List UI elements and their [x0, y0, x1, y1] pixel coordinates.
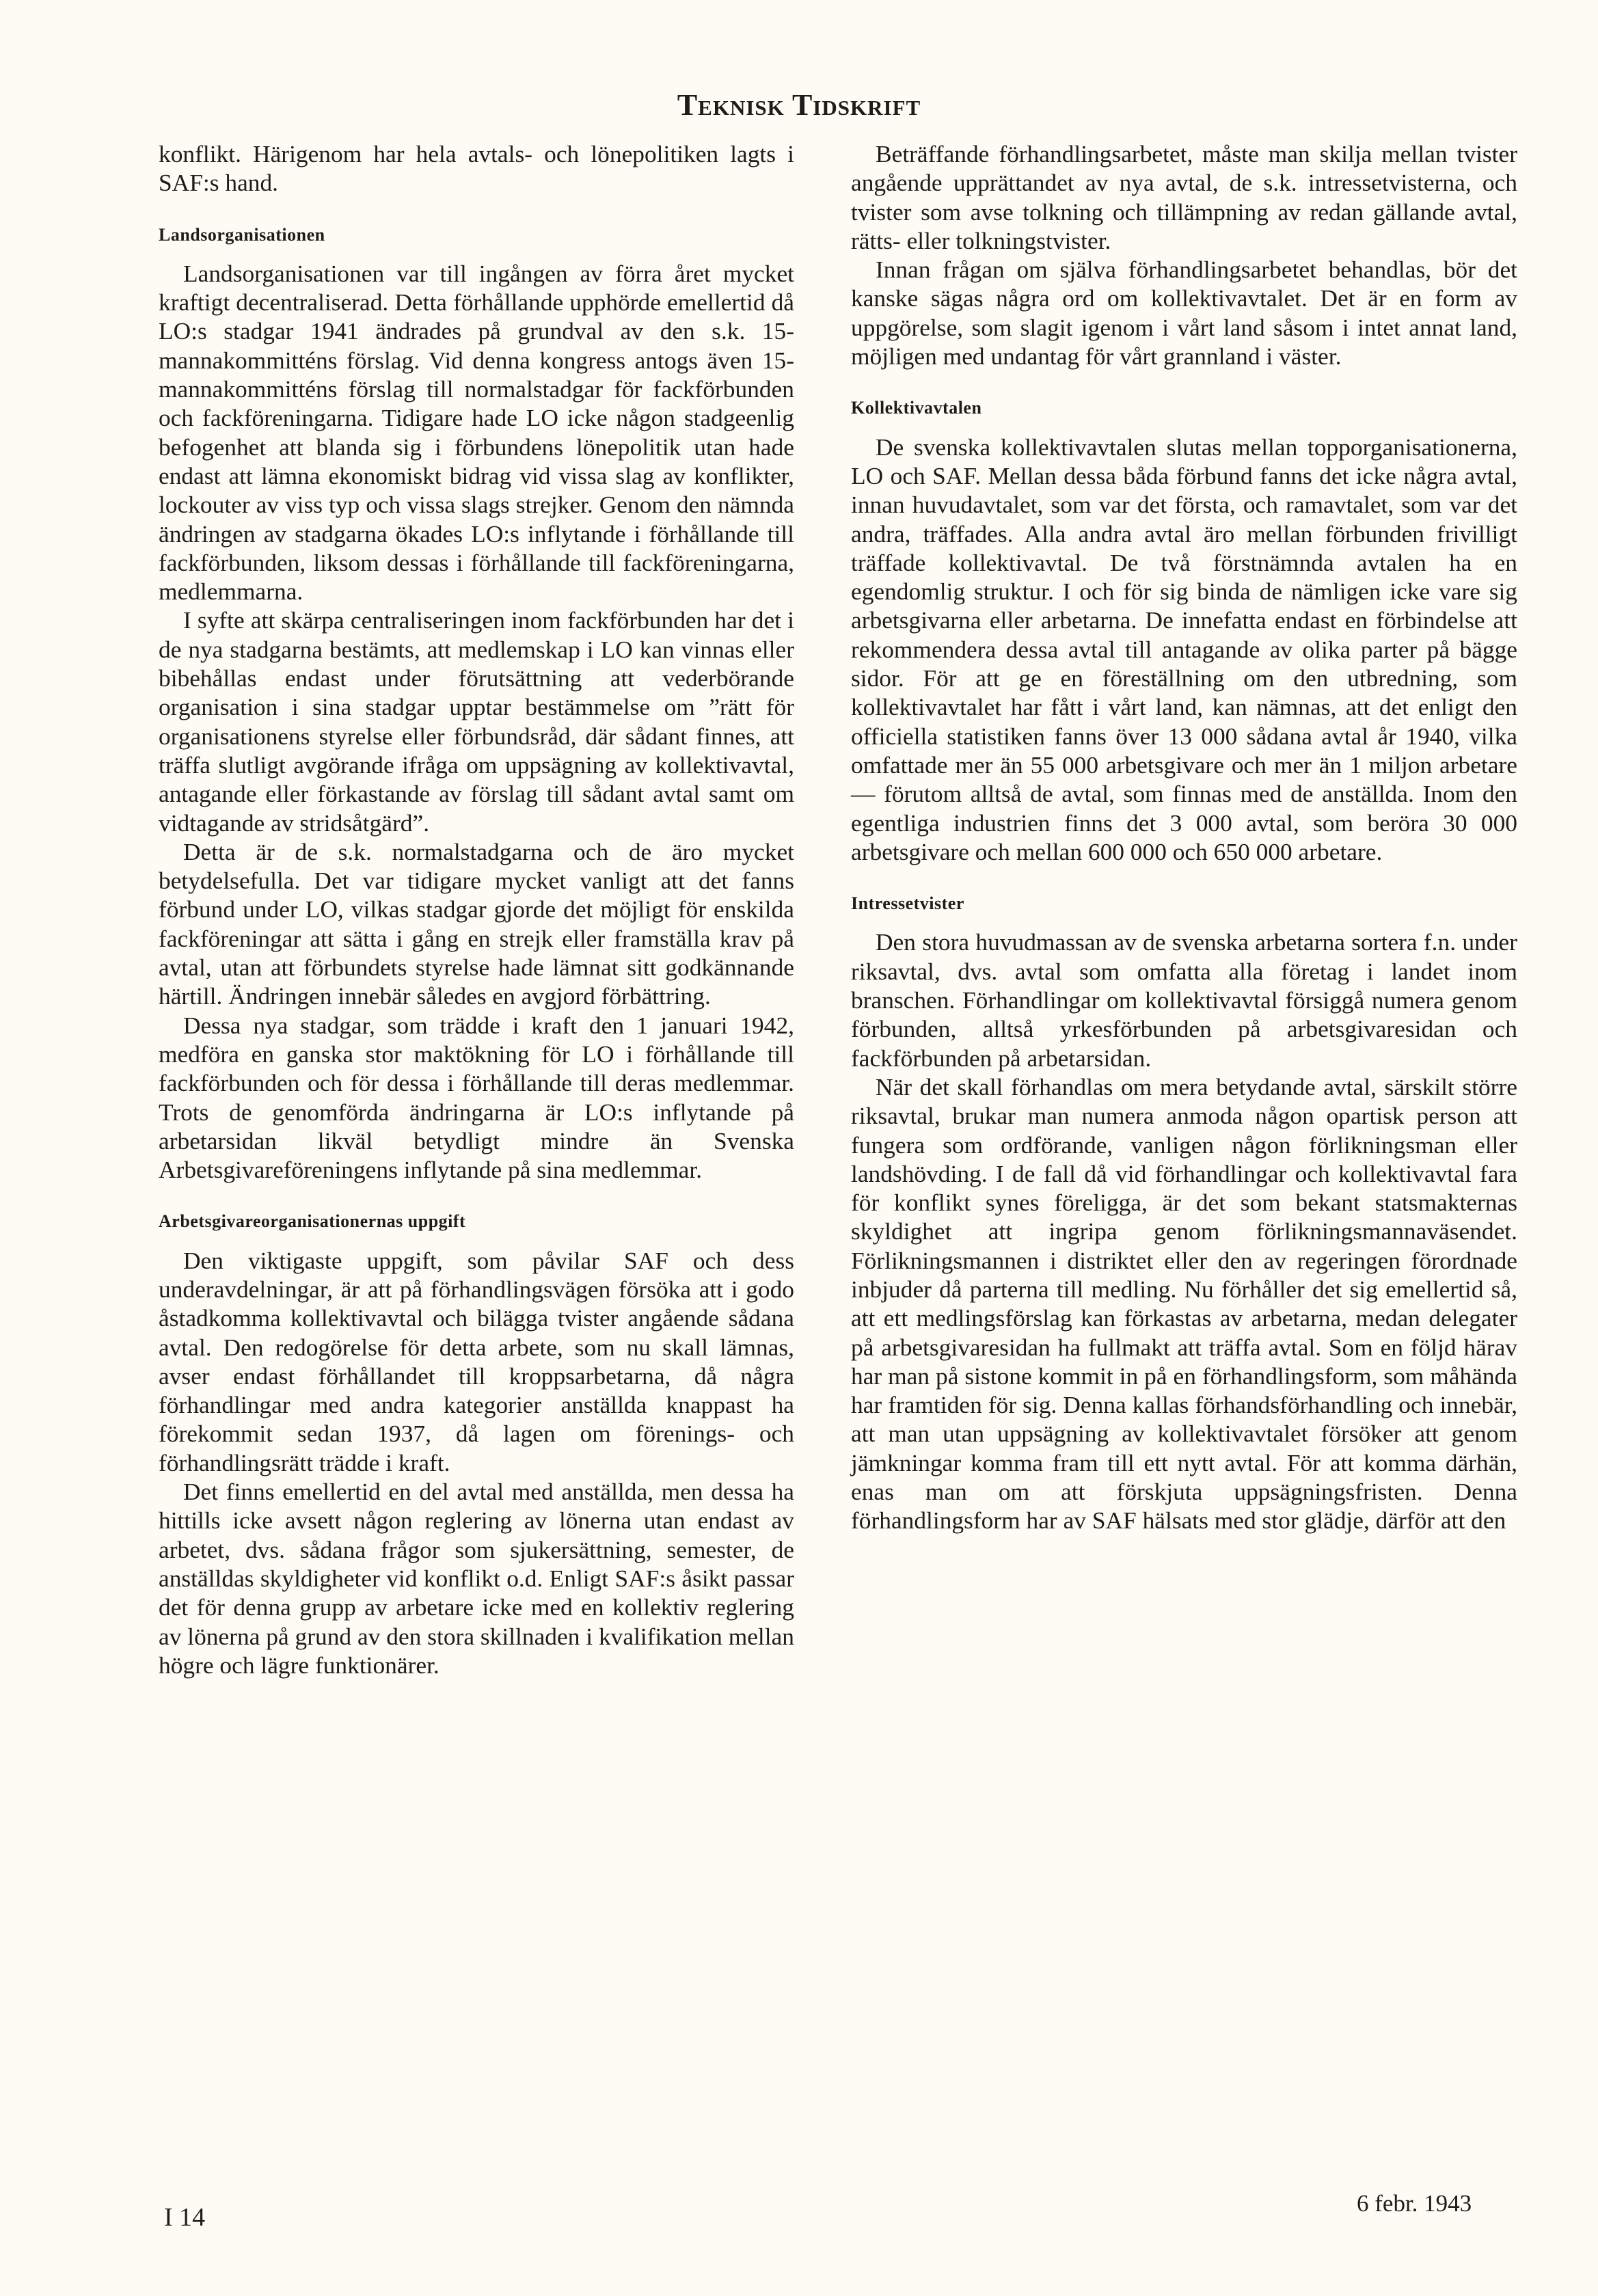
- page-number: I 14: [164, 2203, 206, 2232]
- section-heading: Intressetvister: [851, 893, 964, 914]
- left-column: [159, 139, 794, 1679]
- paragraph: När det skall förhandlas om mera betydande avtal, särskilt större riksavtal, brukar man numera anmoda någon opartisk person att fungera som ordförande, vanligen någon förlikningsman eller landshövding. I de fall då vid förhandlingar och kollektivavtal fara för konflikt synes föreligga, är det som bekant statsmakternas skyldighet att ingripa genom förlikningsmannaväsendet. Förlikningsmannen i distriktet eller den av regeringen förordnade inbjuder då parterna till medling. Nu förhåller det sig emellertid så, att ett medlingsförslag kan förkastas av arbetarna, medan delegater på arbetsgivaresidan ha fullmakt att träffa avtal. Som en följd härav har man på sistone kommit in på en förhandlingsform, som måhända har framtiden för sig. Denna kallas förhandsförhandling och innebär, att man utan uppsägning av kollektivavtalet försöker att genom jämkningar komma fram till ett nytt avtal. För att komma därhän, enas man om att förskjuta uppsägningsfristen. Denna förhandlingsform har av SAF hälsats med stor glädje, därför att den: [851, 1072, 1517, 1535]
- paragraph: Landsorganisationen var till ingången av förra året mycket kraftigt decentraliserad. Detta förhållande upphörde emellertid då LO:s stadgar 1941 ändrades på grundval av den s.k. 15-mannakommitténs förslag. Vid denna kongress antogs även 15-mannakommitténs förslag till normalstadgar för fackförbunden och fackföreningarna. Tidigare hade LO icke någon stadgeenlig befogenhet att blanda sig i förbundens lönepolitik utan hade endast att lämna ekonomiskt bidrag vid vissa slag av konflikter, lockouter av viss typ och vissa slags strejker. Genom den nämnda ändringen av stadgarna ökades LO:s inflytande i förhållande till fackförbunden, liksom dessas i förhållande till fackföreningarna, medlemmarna.: [159, 259, 794, 606]
- paragraph: I syfte att skärpa centraliseringen inom fackförbunden har det i de nya stadgarna bestämts, att medlemskap i LO kan vinnas eller bibehållas endast under förutsättning att vederbörande organisation i sina stadgar upptar bestämmelse om ”rätt för organisationens styrelse eller förbundsråd, där sådant finnes, att träffa slutligt avgörande ifråga om uppsägning av kollektivavtal, antagande eller förkastande av förslag till sådant avtal samt om vidtagande av stridsåtgärd”.: [159, 606, 794, 837]
- section-heading: Landsorganisationen: [159, 224, 325, 245]
- paragraph: Beträffande förhandlingsarbetet, måste man skilja mellan tvister angående upprättandet av nya avtal, de s.k. intressetvisterna, och tvister som avse tolkning och tillämpning av redan gällande avtal, rätts- eller tolkningstvister.: [851, 140, 1517, 254]
- journal-header: Teknisk Tidskrift: [677, 88, 921, 122]
- paragraph: konflikt. Härigenom har hela avtals- och lönepolitiken lagts i SAF:s hand.: [159, 140, 794, 197]
- paragraph: Den stora huvudmassan av de svenska arbetarna sortera f.n. under riksavtal, dvs. avtal som omfatta alla företag i landet inom branschen. Förhandlingar om kollektivavtal försiggå numera genom förbunden, alltså yrkesförbunden på arbetsgivaresidan och fackförbunden på arbetarsidan.: [851, 928, 1517, 1072]
- paragraph: Innan frågan om själva förhandlingsarbetet behandlas, bör det kanske sägas några ord om kollektivavtalet. Det är en form av uppgörelse, som slagit igenom i vårt land såsom i intet annat land, möjligen med undantag för vårt grannland i väster.: [851, 256, 1517, 370]
- paragraph: Det finns emellertid en del avtal med anställda, men dessa ha hittills icke avsett någon reglering av lönerna utan endast av arbetet, dvs. sådana frågor som sjukersättning, semester, de anställdas skyldigheter vid konflikt o.d. Enligt SAF:s åsikt passar det för denna grupp av arbetare icke med en kollektiv reglering av lönerna på grund av den stora skillnaden i kvalifikation mellan högre och lägre funktionärer.: [159, 1478, 794, 1679]
- section-heading: Arbetsgivareorganisationernas uppgift: [159, 1211, 466, 1232]
- issue-date: 6 febr. 1943: [1357, 2190, 1472, 2217]
- paragraph: Dessa nya stadgar, som trädde i kraft den 1 januari 1942, medföra en ganska stor maktökning för LO i förhållande till fackförbunden och för dessa i förhållande till deras medlemmar. Trots de genomförda ändringarna är LO:s inflytande på arbetarsidan likväl betydligt mindre än Svenska Arbetsgivareföreningens inflytande på sina medlemmar.: [159, 1011, 794, 1184]
- paragraph: Den viktigaste uppgift, som påvilar SAF och dess underavdelningar, är att på förhandlingsvägen försöka att i godo åstadkomma kollektivavtal och bilägga tvister angående sådana avtal. Den redogörelse för detta arbete, som nu skall lämnas, avser endast förhållandet till kroppsarbetarna, då några förhandlingar med andra kategorier anställda knappast ha förekommit sedan 1937, då lagen om förenings- och förhandlingsrätt trädde i kraft.: [159, 1246, 794, 1476]
- right-column: [851, 139, 1517, 1535]
- section-heading: Kollektivavtalen: [851, 398, 982, 418]
- paragraph: Detta är de s.k. normalstadgarna och de äro mycket betydelsefulla. Det var tidigare mycket vanligt att det fanns förbund under LO, vilkas stadgar gjorde det möjligt för enskilda fackföreningar att sätta i gång en strejk eller framställa krav på avtal, utan att förbundets styrelse hade lämnat sitt godkännande härtill. Ändringen innebär således en avgjord förbättring.: [159, 837, 794, 1010]
- paragraph: De svenska kollektivavtalen slutas mellan topporganisationerna, LO och SAF. Mellan dessa båda förbund fanns det icke några avtal, innan huvudavtalet, som var det första, och ramavtalet, som var det andra, träffades. Alla andra avtal äro mellan förbunden frivilligt träffade kollektivavtal. De två förstnämnda avtalen ha en egendomlig struktur. I och för sig binda de nämligen icke vare sig arbetsgivarna eller arbetarna. De innefatta endast en förbindelse att rekommendera dessa avtal till antagande av olika parter på bägge sidor. För att ge en föreställning om den utbredning, som kollektivavtalet har fått i vårt land, kan nämnas, att det enligt den officiella statistiken fanns över 13 000 sådana avtal år 1940, vilka omfattade mer än 55 000 arbetsgivare och mer än 1 miljon arbetare — förutom alltså de avtal, som finnas med de anställda. Inom den egentliga industrien finns det 3 000 avtal, som beröra 30 000 arbetsgivare och mellan 600 000 och 650 000 arbetare.: [851, 433, 1517, 865]
